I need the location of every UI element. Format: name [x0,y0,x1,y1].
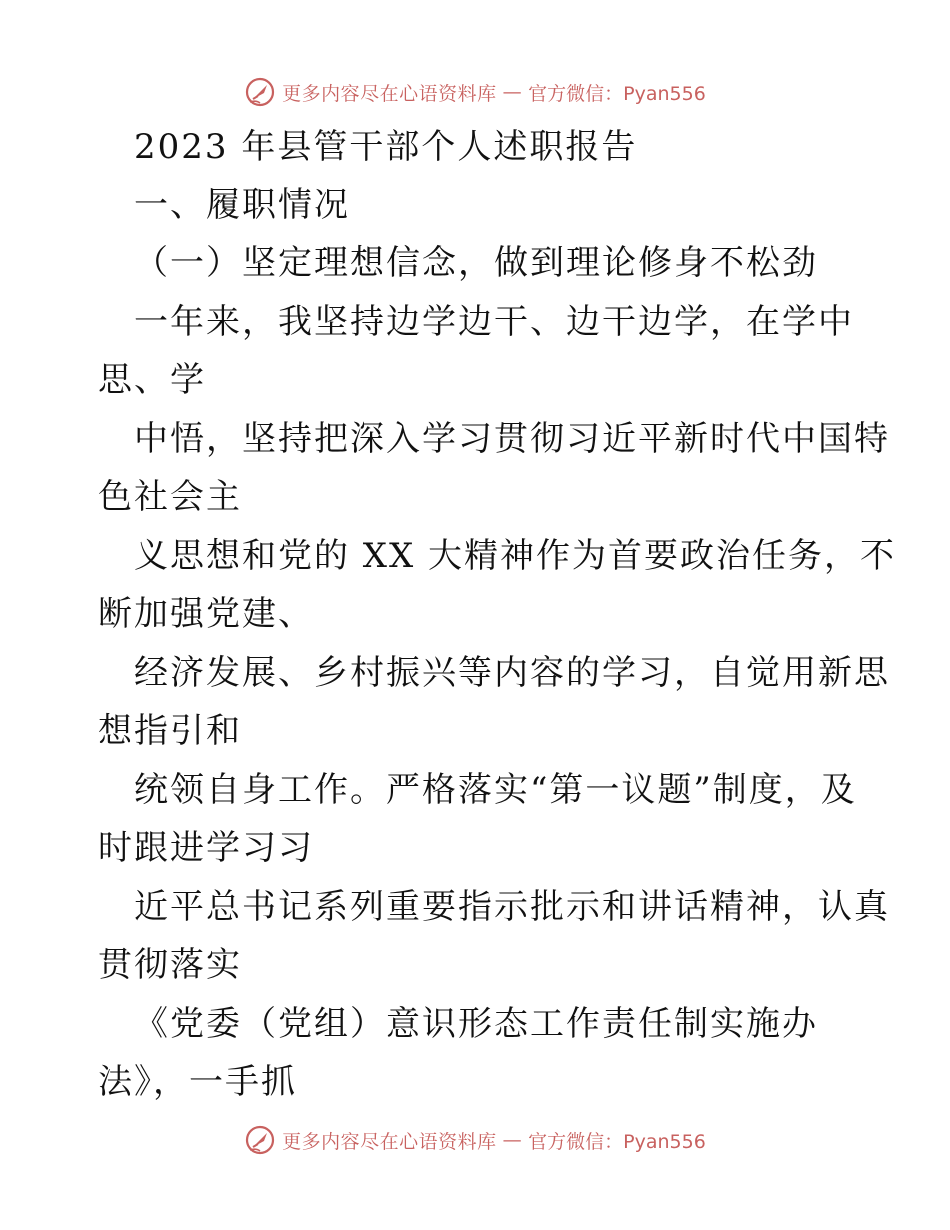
quill-logo-icon [244,1124,276,1156]
paragraph-line: 近平总书记系列重要指示批示和讲话精神，认真 [134,887,890,927]
watermark-wechat: 官方微信：Pyan556 [528,82,706,105]
paragraph-line: 时跟进学习习 [98,828,314,868]
paragraph-line: 贯彻落实 [98,945,242,985]
section-heading: 一、履职情况 [134,185,350,225]
paragraph-line: 法》，一手抓 [98,1062,297,1102]
paragraph-line: 一年来，我坚持边学边干、边干边学，在学中 [134,302,854,342]
paragraph-line: 《党委（党组）意识形态工作责任制实施办 [134,1004,818,1044]
subsection-heading: （一）坚定理想信念，做到理论修身不松劲 [134,243,818,283]
paragraph-line: 断加强党建、 [98,594,314,634]
watermark-dash: — [502,1129,523,1151]
paragraph-line: 统领自身工作。严格落实“第一议题”制度，及 [134,770,857,810]
watermark-dash: — [502,81,523,103]
paragraph-line: 想指引和 [98,711,242,751]
paragraph-line: 色社会主 [98,477,242,517]
paragraph-line: 经济发展、乡村振兴等内容的学习，自觉用新思 [134,653,890,693]
watermark-wechat: 官方微信：Pyan556 [528,1130,706,1153]
watermark-text: 更多内容尽在心语资料库 [282,82,497,105]
document-title: 2023 年县管干部个人述职报告 [134,127,638,167]
watermark-text: 更多内容尽在心语资料库 [282,1130,497,1153]
paragraph-line: 义思想和党的 XX 大精神作为首要政治任务，不 [134,536,897,576]
paragraph-line: 思、学 [98,360,206,400]
paragraph-line: 中悟，坚持把深入学习贯彻习近平新时代中国特 [134,419,890,459]
footer-watermark [0,1120,950,1160]
